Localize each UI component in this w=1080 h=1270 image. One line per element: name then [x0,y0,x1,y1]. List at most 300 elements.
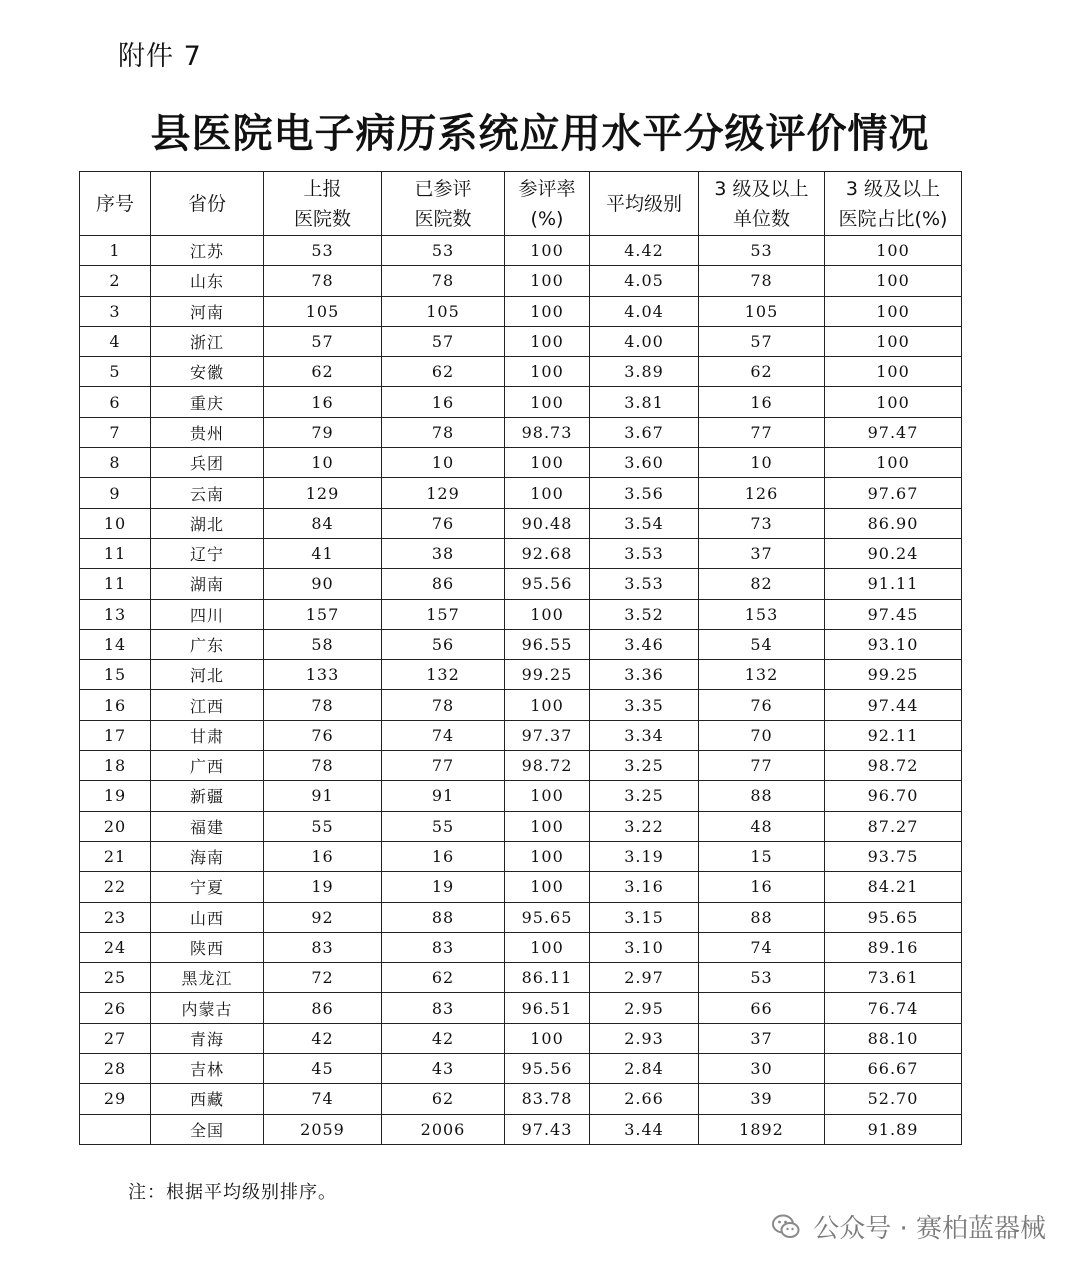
table-cell: 9 [80,478,151,508]
table-row [80,781,962,811]
table-row [80,508,962,538]
table-cell: 100 [825,236,962,266]
table-cell: 27 [80,1023,151,1053]
table-row [80,963,962,993]
wechat-icon [771,1212,801,1242]
table-cell: 16 [382,841,505,871]
column-header-line: 3 级及以上 [714,177,809,200]
table-cell: 66.67 [825,1054,962,1084]
table-cell: 100 [505,326,590,356]
table-cell: 53 [699,236,825,266]
table-cell: 76 [699,690,825,720]
table-row [80,690,962,720]
table-row [80,932,962,962]
column-header-line: 医院数 [414,207,472,230]
column-header-line: 上报 [303,177,342,200]
table-cell: 62 [264,357,382,387]
table-cell: 3.16 [590,872,699,902]
table-cell: 2.84 [590,1054,699,1084]
table-cell: 97.37 [505,720,590,750]
table-cell: 四川 [151,599,264,629]
table-cell: 52.70 [825,1084,962,1114]
table-cell: 86.11 [505,963,590,993]
table-cell: 21 [80,841,151,871]
table-cell: 全国 [151,1114,264,1144]
column-header-line: 医院数 [293,207,351,230]
table-cell: 1 [80,236,151,266]
table-cell: 78 [264,690,382,720]
column-header [264,172,382,236]
table-row [80,357,962,387]
watermark [771,1208,1046,1245]
table-cell: 97.43 [505,1114,590,1144]
table-cell: 10 [382,448,505,478]
table-cell: 10 [80,508,151,538]
table-cell: 132 [382,660,505,690]
table-cell: 91 [264,781,382,811]
table-cell: 湖南 [151,569,264,599]
table-cell: 78 [382,417,505,447]
column-header-line: 单位数 [732,207,790,230]
table-cell: 100 [505,478,590,508]
table-cell: 4.00 [590,326,699,356]
table-cell: 79 [264,417,382,447]
table-cell: 77 [699,751,825,781]
table-cell: 77 [699,417,825,447]
table-cell: 11 [80,538,151,568]
document-title: 县医院电子病历系统应用水平分级评价情况 [150,111,930,157]
table-cell: 100 [505,357,590,387]
table-cell: 57 [382,326,505,356]
column-header-line: 3 级及以上 [845,177,941,200]
table-cell: 98.72 [505,751,590,781]
table-cell: 58 [264,629,382,659]
table-cell: 100 [825,387,962,417]
table-cell: 82 [699,569,825,599]
column-header-line: 序号 [95,192,134,215]
table-cell: 3.56 [590,478,699,508]
column-header-line: 医院占比(%) [838,207,948,230]
table-cell: 53 [699,963,825,993]
table-cell: 97.45 [825,599,962,629]
table-row [80,599,962,629]
table-cell: 20 [80,811,151,841]
table-cell: 100 [825,448,962,478]
table-cell: 3.53 [590,569,699,599]
table-cell: 93.75 [825,841,962,871]
table-cell: 66 [699,993,825,1023]
table-cell: 3.52 [590,599,699,629]
table-cell: 100 [505,690,590,720]
attachment-label: 附件 7 [118,41,202,72]
table-cell: 3.44 [590,1114,699,1144]
table-cell: 西藏 [151,1084,264,1114]
table-cell: 湖北 [151,508,264,538]
column-header [382,172,505,236]
table-cell: 100 [505,387,590,417]
table-cell: 山东 [151,266,264,296]
table-cell: 3.46 [590,629,699,659]
table-cell: 92.68 [505,538,590,568]
table-row [80,448,962,478]
table-cell: 39 [699,1084,825,1114]
table-cell: 48 [699,811,825,841]
table-row [80,751,962,781]
table-cell: 11 [80,569,151,599]
table-cell: 88 [699,781,825,811]
table-cell: 97.47 [825,417,962,447]
table-row [80,538,962,568]
table-cell: 157 [382,599,505,629]
table-note: 注：根据平均级别排序。 [128,1182,337,1203]
table-cell: 84 [264,508,382,538]
table-cell: 132 [699,660,825,690]
table-cell: 84.21 [825,872,962,902]
table-cell: 129 [382,478,505,508]
table-cell: 河南 [151,296,264,326]
table-cell: 10 [264,448,382,478]
table-cell: 76 [382,508,505,538]
table-cell: 3.81 [590,387,699,417]
table-cell: 78 [264,751,382,781]
table-cell: 53 [264,236,382,266]
table-cell: 93.10 [825,629,962,659]
table-cell: 3.35 [590,690,699,720]
table-cell: 26 [80,993,151,1023]
table-cell: 2.95 [590,993,699,1023]
table-cell: 25 [80,963,151,993]
table-cell: 62 [382,1084,505,1114]
table-cell: 3.19 [590,841,699,871]
table-cell: 16 [80,690,151,720]
table-cell: 16 [699,872,825,902]
table-cell: 91.11 [825,569,962,599]
column-header [505,172,590,236]
table-cell: 78 [264,266,382,296]
column-header [80,172,151,236]
table-cell: 83.78 [505,1084,590,1114]
hospital-rating-table [79,171,962,1145]
table-cell: 4.04 [590,296,699,326]
table-cell: 77 [382,751,505,781]
table-cell: 78 [699,266,825,296]
column-header-line: 已参评 [414,177,472,200]
table-cell: 100 [505,1023,590,1053]
table-cell: 4 [80,326,151,356]
table-row [80,296,962,326]
table-header [80,172,962,236]
table-cell: 云南 [151,478,264,508]
table-cell: 青海 [151,1023,264,1053]
table-cell: 88 [382,902,505,932]
table-cell: 3.25 [590,751,699,781]
table-cell: 129 [264,478,382,508]
table-cell: 83 [382,993,505,1023]
table-cell: 29 [80,1084,151,1114]
table-cell: 37 [699,538,825,568]
table-cell: 56 [382,629,505,659]
table-cell: 86.90 [825,508,962,538]
table-cell: 16 [264,841,382,871]
column-header-line: 参评率 [518,177,576,200]
column-header [699,172,825,236]
table-row [80,266,962,296]
table-cell: 贵州 [151,417,264,447]
table-cell: 100 [505,781,590,811]
table-cell: 105 [699,296,825,326]
table-cell: 99.25 [505,660,590,690]
table-row [80,841,962,871]
table-cell: 4.05 [590,266,699,296]
table-cell: 4.42 [590,236,699,266]
table-cell: 浙江 [151,326,264,356]
table-cell: 16 [382,387,505,417]
table-cell: 100 [825,266,962,296]
table-cell: 86 [382,569,505,599]
column-header [825,172,962,236]
table-cell: 江苏 [151,236,264,266]
table-cell: 98.73 [505,417,590,447]
table-cell: 100 [505,236,590,266]
table-cell: 41 [264,538,382,568]
table-cell: 3.53 [590,538,699,568]
table-cell: 73.61 [825,963,962,993]
table-cell: 15 [80,660,151,690]
table-cell: 76.74 [825,993,962,1023]
table-cell: 89.16 [825,932,962,962]
table-cell: 100 [505,932,590,962]
table-cell: 24 [80,932,151,962]
table-cell: 90.24 [825,538,962,568]
total-row [80,1114,962,1144]
table-cell: 17 [80,720,151,750]
table-cell: 3.67 [590,417,699,447]
table-cell: 62 [699,357,825,387]
table-cell: 8 [80,448,151,478]
table-cell: 95.65 [505,902,590,932]
table-cell: 74 [699,932,825,962]
table-cell [80,1114,151,1144]
table-cell: 126 [699,478,825,508]
table-cell: 100 [825,296,962,326]
table-cell: 3.10 [590,932,699,962]
table-cell: 96.51 [505,993,590,1023]
table-row [80,1054,962,1084]
table-cell: 3.34 [590,720,699,750]
table-cell: 10 [699,448,825,478]
table-row [80,417,962,447]
table-cell: 38 [382,538,505,568]
table-cell: 兵团 [151,448,264,478]
table-cell: 74 [382,720,505,750]
table-cell: 河北 [151,660,264,690]
table-cell: 14 [80,629,151,659]
table-cell: 86 [264,993,382,1023]
table-cell: 15 [699,841,825,871]
table-cell: 江西 [151,690,264,720]
table-cell: 55 [264,811,382,841]
table-cell: 内蒙古 [151,993,264,1023]
table-cell: 97.67 [825,478,962,508]
table-cell: 78 [382,266,505,296]
table-cell: 57 [699,326,825,356]
table-cell: 43 [382,1054,505,1084]
table-cell: 3.89 [590,357,699,387]
table-cell: 18 [80,751,151,781]
table-cell: 105 [264,296,382,326]
table-cell: 2.66 [590,1084,699,1114]
table-cell: 83 [382,932,505,962]
table-cell: 重庆 [151,387,264,417]
table-cell: 16 [264,387,382,417]
table-cell: 87.27 [825,811,962,841]
table-cell: 92 [264,902,382,932]
table-cell: 2059 [264,1114,382,1144]
table-row [80,478,962,508]
table-cell: 57 [264,326,382,356]
table-cell: 70 [699,720,825,750]
table-cell: 28 [80,1054,151,1084]
table-row [80,993,962,1023]
table-cell: 90 [264,569,382,599]
table-row [80,872,962,902]
table-cell: 100 [505,599,590,629]
table-cell: 42 [264,1023,382,1053]
table-cell: 100 [505,872,590,902]
table-cell: 74 [264,1084,382,1114]
table-row [80,1023,962,1053]
table-cell: 吉林 [151,1054,264,1084]
table-cell: 19 [382,872,505,902]
table-cell: 90.48 [505,508,590,538]
table-cell: 宁夏 [151,872,264,902]
table-cell: 83 [264,932,382,962]
table-cell: 3.60 [590,448,699,478]
table-cell: 13 [80,599,151,629]
table-cell: 105 [382,296,505,326]
table-cell: 5 [80,357,151,387]
table-cell: 53 [382,236,505,266]
table-row [80,569,962,599]
table-cell: 100 [505,841,590,871]
table-cell: 2.97 [590,963,699,993]
table-row [80,660,962,690]
table-row [80,236,962,266]
table-cell: 91.89 [825,1114,962,1144]
table-cell: 广东 [151,629,264,659]
column-header [590,172,699,236]
table-cell: 100 [825,357,962,387]
table-cell: 96.55 [505,629,590,659]
table-cell: 山西 [151,902,264,932]
table-cell: 3.15 [590,902,699,932]
table-cell: 76 [264,720,382,750]
table-body [80,236,962,1145]
table-cell: 海南 [151,841,264,871]
table-cell: 3.22 [590,811,699,841]
table-cell: 2.93 [590,1023,699,1053]
table-cell: 96.70 [825,781,962,811]
table-cell: 广西 [151,751,264,781]
table-cell: 54 [699,629,825,659]
table-cell: 95.56 [505,569,590,599]
table-cell: 甘肃 [151,720,264,750]
table-cell: 16 [699,387,825,417]
table-cell: 88 [699,902,825,932]
table-cell: 安徽 [151,357,264,387]
table-cell: 99.25 [825,660,962,690]
table-cell: 55 [382,811,505,841]
table-cell: 黑龙江 [151,963,264,993]
table-cell: 100 [505,448,590,478]
table-cell: 100 [505,266,590,296]
table-cell: 88.10 [825,1023,962,1053]
table-cell: 19 [264,872,382,902]
table-row [80,326,962,356]
table-cell: 62 [382,357,505,387]
table-cell: 6 [80,387,151,417]
table-cell: 辽宁 [151,538,264,568]
table-cell: 95.65 [825,902,962,932]
column-header-line: (%) [530,207,564,230]
column-header [151,172,264,236]
table-cell: 42 [382,1023,505,1053]
table-cell: 19 [80,781,151,811]
table-cell: 1892 [699,1114,825,1144]
header-row [80,172,962,236]
table-cell: 62 [382,963,505,993]
table-cell: 22 [80,872,151,902]
table-cell: 福建 [151,811,264,841]
table-cell: 133 [264,660,382,690]
watermark-text: 公众号 · 赛柏蓝器械 [813,1214,1046,1244]
table-cell: 97.44 [825,690,962,720]
table-cell: 98.72 [825,751,962,781]
table-row [80,720,962,750]
table-cell: 45 [264,1054,382,1084]
table-cell: 23 [80,902,151,932]
table-cell: 73 [699,508,825,538]
table-cell: 100 [505,811,590,841]
table-cell: 2 [80,266,151,296]
table-cell: 3.36 [590,660,699,690]
table-row [80,902,962,932]
table-cell: 92.11 [825,720,962,750]
table-row [80,1084,962,1114]
table-cell: 91 [382,781,505,811]
table-cell: 153 [699,599,825,629]
table-cell: 3 [80,296,151,326]
table-cell: 100 [825,326,962,356]
table-cell: 78 [382,690,505,720]
table-cell: 95.56 [505,1054,590,1084]
table-cell: 3.25 [590,781,699,811]
table-cell: 陕西 [151,932,264,962]
table-cell: 72 [264,963,382,993]
table-cell: 2006 [382,1114,505,1144]
table-row [80,811,962,841]
table-cell: 157 [264,599,382,629]
table-cell: 30 [699,1054,825,1084]
table-cell: 3.54 [590,508,699,538]
table-cell: 100 [505,296,590,326]
column-header-line: 省份 [187,192,226,215]
table-cell: 新疆 [151,781,264,811]
table-cell: 37 [699,1023,825,1053]
table-cell: 7 [80,417,151,447]
table-row [80,629,962,659]
column-header-line: 平均级别 [605,192,682,215]
